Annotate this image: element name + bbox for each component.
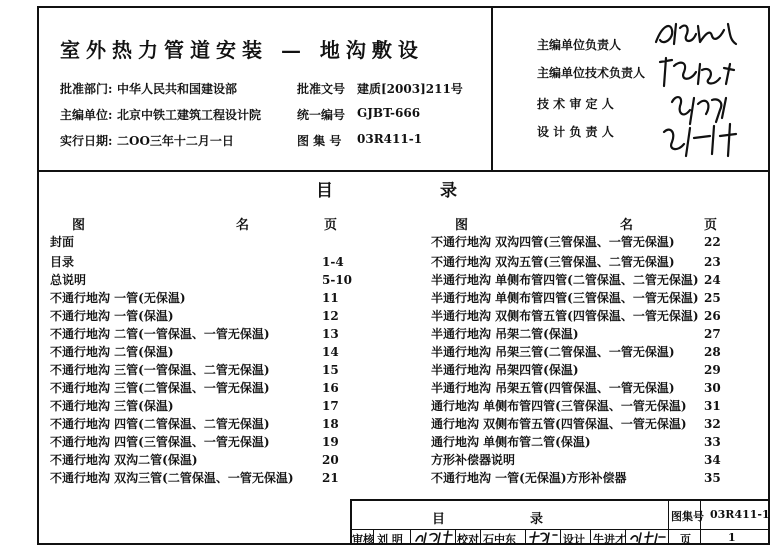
signoff-role-approver: 技 术 审 定 人 — [537, 97, 614, 111]
title-block-sep — [525, 529, 526, 545]
title-block-sep — [480, 529, 481, 545]
toc-col-ye-left: 页 — [324, 218, 338, 233]
toc-entry: 不通行地沟 二管(一管保温、一管无保温) — [50, 327, 270, 341]
page-value: 1 — [728, 531, 736, 544]
toc-entry: 半通行地沟 单侧布管四管(三管保温、一管无保温) — [431, 291, 699, 305]
toc-page: 28 — [704, 345, 721, 359]
atlas-no-label: 图 集 号 — [297, 134, 342, 148]
toc-page: 11 — [322, 291, 339, 305]
title-block-sep — [455, 529, 456, 545]
toc-page: 27 — [704, 327, 721, 341]
toc-page: 19 — [322, 435, 339, 449]
toc-col-ming-right: 名 — [620, 218, 634, 233]
designer-signature — [627, 529, 667, 545]
editor-unit-value: 北京中铁工建筑工程设计院 — [117, 108, 262, 122]
unified-no-label: 统一编号 — [297, 108, 346, 122]
toc-entry: 不通行地沟 三管(二管保温、一管无保温) — [50, 381, 270, 395]
toc-entry: 半通行地沟 吊架四管(保温) — [431, 363, 579, 377]
toc-entry: 不通行地沟 一管(无保温) — [50, 291, 186, 305]
title-block-name-left: 目 — [432, 512, 446, 527]
toc-entry: 半通行地沟 双侧布管五管(四管保温、一管无保温) — [431, 309, 699, 323]
toc-page: 1-4 — [322, 255, 344, 269]
handwritten-signatures — [650, 14, 750, 164]
reviewer-name: 刘 明 — [377, 533, 403, 546]
toc-page: 32 — [704, 417, 721, 431]
toc-page: 23 — [704, 255, 721, 269]
approval-doc-value: 建质[2003]211号 — [357, 82, 463, 96]
approval-dept-value: 中华人民共和国建设部 — [117, 82, 238, 96]
toc-page: 17 — [322, 399, 339, 413]
title-block-sep — [410, 529, 411, 545]
toc-entry: 半通行地沟 吊架五管(四管保温、一管无保温) — [431, 381, 675, 395]
unified-no-value: GJBT-666 — [357, 106, 421, 120]
toc-entry: 目录 — [50, 255, 75, 269]
editor-unit-label: 主编单位: — [60, 108, 113, 122]
signoff-role-chief-unit: 主编单位负责人 — [537, 38, 622, 52]
toc-entry: 总说明 — [50, 273, 87, 287]
checker-name: 石中东 — [483, 533, 516, 546]
approval-doc-label: 批准文号 — [297, 82, 346, 96]
toc-title-left: 目 — [316, 181, 333, 201]
toc-page: 29 — [704, 363, 721, 377]
toc-page: 30 — [704, 381, 721, 395]
toc-entry: 通行地沟 单侧布管二管(保温) — [431, 435, 591, 449]
toc-entry: 不通行地沟 双沟二管(保温) — [50, 453, 198, 467]
toc-col-tu-right: 图 — [455, 218, 469, 233]
title-block-name-right: 录 — [530, 512, 544, 527]
toc-col-tu-left: 图 — [72, 218, 86, 233]
approval-dept-label: 批准部门: — [60, 82, 113, 96]
toc-col-ye-right: 页 — [704, 218, 718, 233]
toc-page: 34 — [704, 453, 721, 467]
toc-page: 26 — [704, 309, 721, 323]
toc-title-right: 录 — [440, 181, 457, 201]
signoff-role-tech-lead: 主编单位技术负责人 — [537, 66, 646, 80]
toc-page: 24 — [704, 273, 721, 287]
document-title: 室外热力管道安装 — 地沟敷设 — [60, 38, 424, 62]
toc-page: 20 — [322, 453, 339, 467]
toc-page: 33 — [704, 435, 721, 449]
toc-entry: 不通行地沟 双沟五管(三管保温、二管无保温) — [431, 255, 675, 269]
atlas-no-value: 03R411-1 — [357, 132, 423, 146]
signoff-role-design-lead: 设 计 负 责 人 — [537, 125, 614, 139]
toc-page: 5-10 — [322, 273, 353, 287]
toc-page: 14 — [322, 345, 339, 359]
toc-entry: 不通行地沟 四管(三管保温、一管无保温) — [50, 435, 270, 449]
toc-entry: 半通行地沟 吊架三管(二管保温、一管无保温) — [431, 345, 675, 359]
toc-page: 35 — [704, 471, 721, 485]
title-block-sep — [668, 499, 669, 545]
toc-entry: 不通行地沟 四管(二管保温、二管无保温) — [50, 417, 270, 431]
header-divider — [37, 170, 770, 172]
designer-label: 设计 — [563, 533, 585, 546]
checker-label: 校对 — [457, 533, 479, 546]
reviewer-label: 审核 — [352, 533, 374, 546]
toc-entry: 通行地沟 单侧布管四管(三管保温、一管无保温) — [431, 399, 687, 413]
title-block-sep — [590, 529, 591, 545]
effective-date-label: 实行日期: — [60, 134, 113, 148]
reviewer-signature — [412, 529, 454, 545]
toc-entry: 通行地沟 双侧布管五管(四管保温、一管无保温) — [431, 417, 687, 431]
signoff-divider — [491, 6, 493, 170]
toc-entry: 不通行地沟 一管(无保温)方形补偿器 — [431, 471, 627, 485]
toc-page: 13 — [322, 327, 339, 341]
toc-page: 18 — [322, 417, 339, 431]
designer-name: 牛进才 — [593, 533, 626, 546]
title-block-atlas-label: 图集号 — [671, 510, 704, 523]
toc-col-ming-left: 名 — [236, 218, 250, 233]
page-label: 页 — [680, 533, 691, 546]
toc-entry: 封面 — [50, 235, 75, 249]
toc-page: 31 — [704, 399, 721, 413]
toc-entry: 方形补偿器说明 — [431, 453, 516, 467]
toc-page: 16 — [322, 381, 339, 395]
toc-entry: 不通行地沟 一管(保温) — [50, 309, 174, 323]
toc-entry: 不通行地沟 双沟四管(三管保温、一管无保温) — [431, 235, 675, 249]
toc-entry: 不通行地沟 三管(保温) — [50, 399, 174, 413]
toc-entry: 半通行地沟 吊架二管(保温) — [431, 327, 579, 341]
toc-entry: 不通行地沟 双沟三管(二管保温、一管无保温) — [50, 471, 294, 485]
toc-page: 12 — [322, 309, 339, 323]
toc-entry: 不通行地沟 三管(一管保温、二管无保温) — [50, 363, 270, 377]
toc-entry: 不通行地沟 二管(保温) — [50, 345, 174, 359]
toc-page: 22 — [704, 235, 721, 249]
title-block-atlas-value: 03R411-1 — [710, 508, 770, 521]
toc-page: 25 — [704, 291, 721, 305]
effective-date-value: 二OO三年十二月一日 — [117, 134, 234, 148]
toc-page: 15 — [322, 363, 339, 377]
toc-page: 21 — [322, 471, 339, 485]
toc-entry: 半通行地沟 单侧布管四管(二管保温、二管无保温) — [431, 273, 699, 287]
title-block-sep — [560, 529, 561, 545]
checker-signature — [527, 529, 559, 545]
